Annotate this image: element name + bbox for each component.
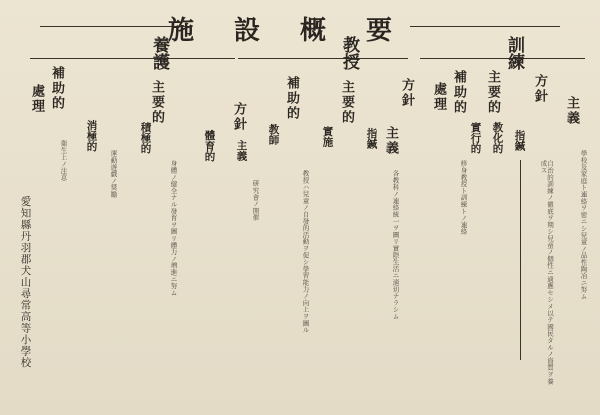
kunren-text-c: 修身教授ト訓練トノ連絡 (459, 160, 468, 235)
yogo-active-label: 積極的 (139, 122, 152, 154)
rule-yogo (30, 58, 235, 59)
section-yogo: 養護 (149, 36, 169, 70)
kunren-text-b: 學校及家庭ト連絡ヲ密ニシ兒童ノ品性陶冶ニ努ム (579, 150, 588, 300)
yogo-aux-label: 補助的 (49, 66, 64, 111)
kunren-manage-label: 處理 (431, 82, 446, 112)
kyoju-policy-label: 方針 (399, 78, 414, 108)
kunren-edu-label: 教化的 (491, 122, 504, 154)
kyoju-aux-label: 補助的 (284, 76, 299, 121)
kyoju-main-label: 主義 (383, 126, 398, 156)
kyoju-method-label: 實施 (321, 126, 334, 147)
yogo-guidance-label: 主義 (235, 140, 248, 161)
kyoju-primary-label: 主要的 (339, 80, 354, 125)
yogo-passive-label: 消極的 (85, 120, 98, 152)
section-kunren: 訓練 (504, 36, 524, 70)
yogo-policy-label: 方針 (231, 102, 246, 132)
kunren-aux-label: 補助的 (451, 70, 466, 115)
section-kyoju: 教授 (339, 36, 359, 70)
kyoju-text-b: 各教科ノ連絡統一ヲ圖リ實際生活ニ適切ナラシム (391, 170, 400, 320)
yogo-primary-label: 主要的 (149, 80, 164, 125)
kyoju-text-c: 研究會ノ開催 (251, 180, 260, 221)
yogo-manage-label: 處理 (29, 84, 44, 114)
yogo-physical-label: 體育的 (203, 130, 216, 162)
kunren-guidance-label: 指鍼 (513, 130, 526, 151)
kunren-primary-label: 主要的 (485, 70, 500, 115)
kyoju-text-a: 教授ハ兒童ノ自發的活動ヲ促シ學習能力ノ向上ヲ圖ル (301, 170, 310, 334)
kyoju-guidance-label: 指鍼 (365, 128, 378, 149)
rule-kunren (420, 58, 585, 59)
school-name: 愛知縣丹羽郡犬山尋常高等小學校 (19, 196, 32, 369)
kunren-text-a: 自治的訓練ノ徹底ヲ期シ兒童ノ個性ニ適應セシメ以テ國民タルノ資質ヲ養成ス (539, 160, 554, 385)
kyoju-teacher-label: 教師 (267, 124, 280, 145)
yogo-text-c: 衛生上ノ注意 (59, 140, 68, 181)
page-title: 施設概要 (167, 16, 432, 46)
kunren-divider (520, 160, 521, 360)
kunren-policy-label: 方針 (532, 74, 547, 104)
kunren-practice-label: 實行的 (469, 122, 482, 154)
rule-kyoju (238, 58, 408, 59)
kunren-main-label: 主義 (564, 96, 579, 126)
yogo-text-a: 身體ノ健全ナル發育ヲ圖リ體力ノ増進ニ努ム (169, 160, 178, 296)
yogo-text-b: 運動遊戯ノ奨勵 (109, 150, 118, 198)
